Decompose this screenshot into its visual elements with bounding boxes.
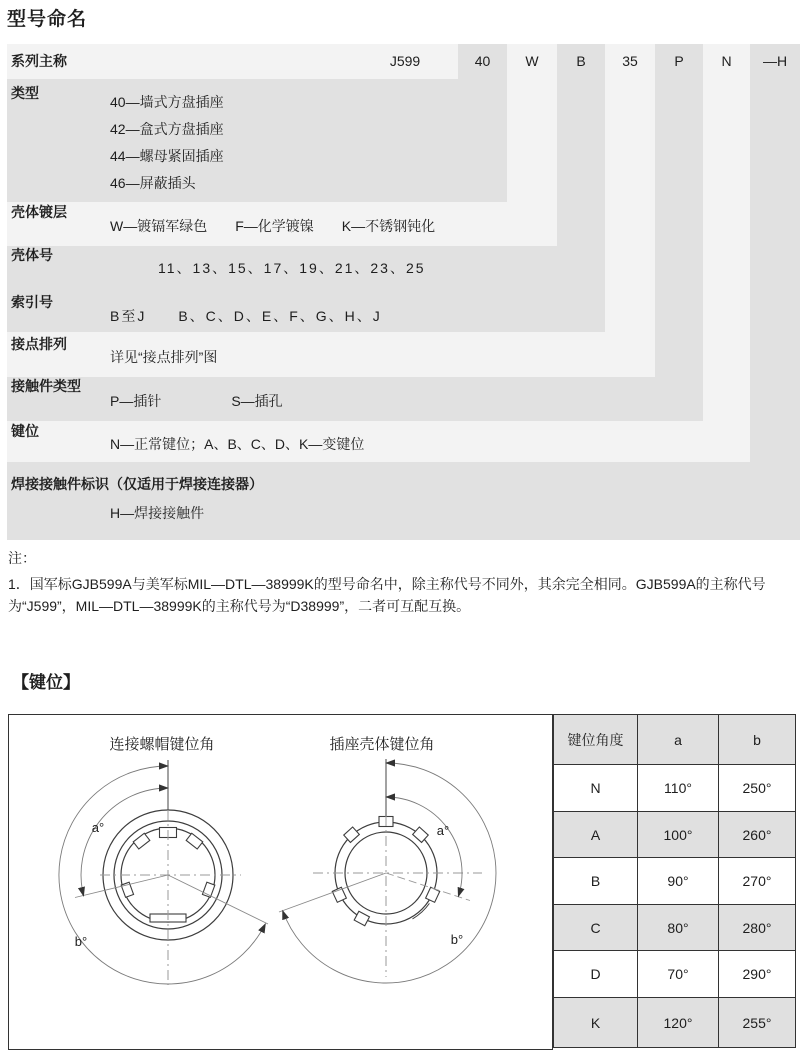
band-solder [7,462,800,540]
table-row [554,998,796,1048]
section-title-series: 系列主称 [11,53,67,69]
arrangement-line: 详见“接点排列”图 [110,349,218,365]
type-line: 44—螺母紧固插座 [110,148,224,164]
code-arrangement: 35 [622,53,638,69]
shell-angle-a-label: a° [436,823,450,838]
index-line: B至J B、C、D、E、F、G、H、J [110,308,382,324]
stripe-solder [750,44,800,462]
table-cell: 250° [719,765,796,812]
code-plating: W [525,53,539,69]
table-cell: 70° [638,951,719,998]
key-section-title: 【键位】 [12,673,80,692]
section-title-solder: 焊接接触件标识（仅适用于焊接连接器） [11,476,263,492]
table-cell: 110° [638,765,719,812]
code-solder: —H [762,53,788,69]
key-diagram-box [8,714,553,1050]
table-cell: N [554,765,638,812]
key-diagram [9,715,551,1048]
stripe-key [703,44,750,421]
table-cell: 80° [638,905,719,951]
section-title-index: 索引号 [11,294,53,310]
stripe-contact [655,44,703,377]
table-cell: 260° [719,812,796,858]
type-line: 46—屏蔽插头 [110,175,196,191]
right-diagram-title: 插座壳体键位角 [329,736,435,753]
code-contact: P [674,53,684,69]
table-cell: K [554,998,638,1048]
type-line: 42—盒式方盘插座 [110,121,224,137]
code-key: N [721,53,732,69]
page-title: 型号命名 [7,9,88,30]
code-index: B [576,53,586,69]
table-row [554,905,796,951]
type-line: 40—墙式方盘插座 [110,94,224,110]
table-row [554,858,796,905]
code-series: J599 [389,53,421,69]
key-angle-table [553,714,796,1048]
table-cell: A [554,812,638,858]
section-title-key: 键位 [11,423,39,439]
key-line: N—正常键位；A、B、C、D、K—变键位 [110,436,365,452]
table-header: a [638,715,719,765]
table-header-row [554,715,796,765]
contact-line: P—插针 S—插孔 [110,393,283,409]
code-type: 40 [474,53,491,69]
nut-angle-b-label: b° [74,934,88,949]
nut-angle-a-label: a° [91,820,105,835]
table-header: 键位角度 [554,715,638,765]
nut-centerlines [75,760,268,985]
table-cell: 270° [719,858,796,905]
shell-angle-b-label: b° [450,932,464,947]
table-cell: 280° [719,905,796,951]
shell-line: 11、13、15、17、19、21、23、25 [158,260,426,276]
table-cell: C [554,905,638,951]
section-title-plating: 壳体镀层 [11,204,67,220]
note-line: 为“J599”，MIL—DTL—38999K的主称代号为“D38999”，二者可互配互换。 [8,598,471,614]
band-type [7,79,507,202]
section-title-arrangement: 接点排列 [11,336,67,352]
notes-label: 注： [8,550,36,566]
table-cell: 100° [638,812,719,858]
table-cell: 90° [638,858,719,905]
stripe-arrangement [605,44,655,332]
table-header: b [719,715,796,765]
table-row [554,812,796,858]
solder-line: H—焊接接触件 [110,505,205,521]
table-row [554,765,796,812]
section-title-shell: 壳体号 [11,247,53,263]
section-title-type: 类型 [11,85,39,101]
table-cell: 255° [719,998,796,1048]
note-line: 1．国军标GJB599A与美军标MIL—DTL—38999K的型号命名中，除主称代号不同外，其余完全相同。GJB599A的主称代号 [8,576,766,592]
stripe-index [557,44,605,246]
table-cell: 120° [638,998,719,1048]
table-cell: B [554,858,638,905]
table-row [554,951,796,998]
left-diagram-title: 连接螺帽键位角 [109,736,215,753]
band-arrangement [7,332,655,377]
table-cell: 290° [719,951,796,998]
table-cell: D [554,951,638,998]
plating-line: W—镀镉军绿色 F—化学镀镍 K—不锈钢钝化 [110,218,436,234]
section-title-contact: 接触件类型 [11,378,81,394]
